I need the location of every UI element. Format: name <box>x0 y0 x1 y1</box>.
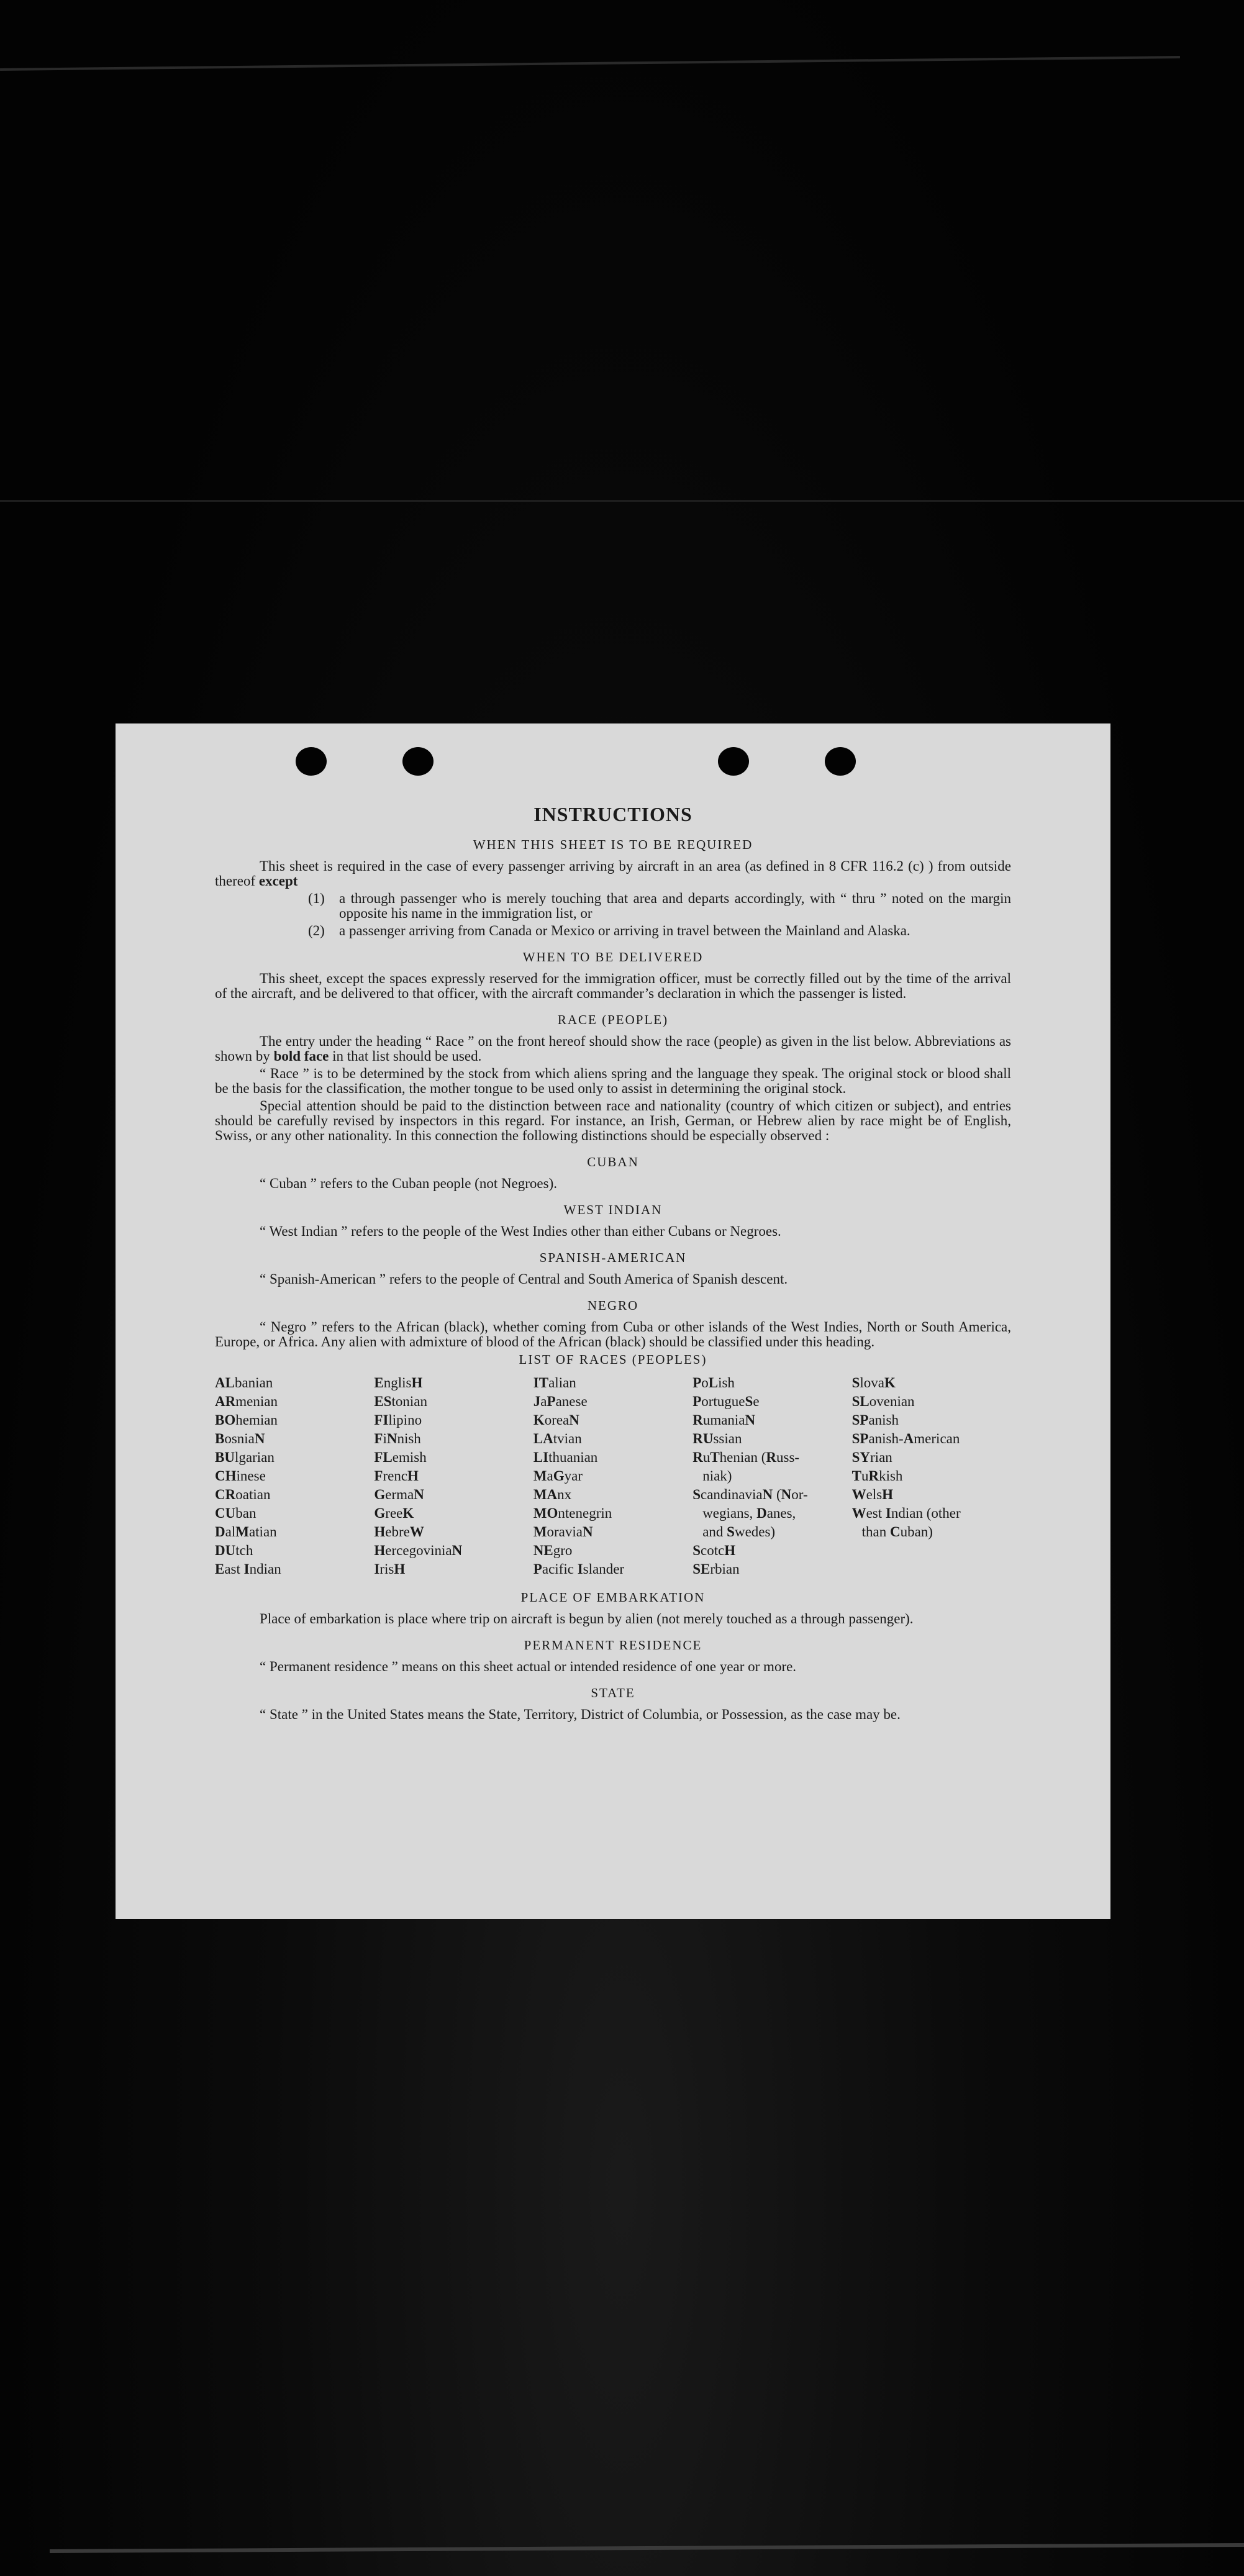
race-entry: ALbanian <box>215 1375 273 1390</box>
race-entry: GermaN <box>374 1487 424 1502</box>
list-item: (2) a passenger arriving from Canada or Mexico or arriving in travel between the Mainland and Alaska. <box>308 923 910 938</box>
race-entry: RumaniaN <box>692 1412 756 1428</box>
race-entry: DalMatian <box>215 1524 277 1540</box>
punch-hole-icon <box>718 747 749 776</box>
race-entry: EnglisH <box>374 1375 423 1390</box>
race-entry: ARmenian <box>215 1394 278 1409</box>
race-entry: KoreaN <box>533 1412 579 1428</box>
race-entry: DUtch <box>215 1543 253 1558</box>
race-entry: FiNnish <box>374 1431 421 1446</box>
paragraph: “ Spanish-American ” refers to the people of Central and South America of Spanish descent. <box>260 1271 788 1287</box>
race-entry: BOhemian <box>215 1412 278 1428</box>
race-entry: CHinese <box>215 1468 266 1484</box>
race-entry: IrisH <box>374 1561 406 1577</box>
section-heading: PERMANENT RESIDENCE <box>524 1638 702 1653</box>
race-entry: MAnx <box>533 1487 572 1502</box>
race-entry: LAtvian <box>533 1431 582 1446</box>
paragraph: This sheet is required in the case of every passenger arriving by aircraft in an area (as defined in 8 CFR 116.2 (c) ) from outside thereof except <box>215 858 1011 889</box>
race-entry: CRoatian <box>215 1487 271 1502</box>
race-entry: wegians, Danes, <box>702 1505 796 1521</box>
races-column <box>692 1374 851 1579</box>
races-column <box>533 1374 692 1579</box>
paragraph: “ State ” in the United States means the State, Territory, District of Columbia, or Possession, as the case may be. <box>260 1707 901 1722</box>
race-entry: SPanish-American <box>851 1431 960 1446</box>
paragraph: Special attention should be paid to the distinction between race and nationality (country of which citizen or subject), and entries should be carefully revised by inspectors in this regard. For instance, an Irish, German, or Hebrew alien by race might be of English, Swiss, or any other nationality. In this connection the following distinctions should be especially observed : <box>215 1098 1011 1143</box>
race-entry: SLovenian <box>851 1394 915 1409</box>
list-item: (1) a through passenger who is merely touching that area and departs accordingly, with “ thru ” noted on the margin opposite his name in the immigration list, or <box>308 891 1011 921</box>
race-entry: West Indian (other <box>851 1505 961 1521</box>
race-entry: MaGyar <box>533 1468 583 1484</box>
scan-edge-line <box>0 500 1244 502</box>
race-entry: SlovaK <box>851 1375 896 1390</box>
race-entry: PortugueSe <box>692 1394 760 1409</box>
races-column <box>374 1374 533 1579</box>
race-entry: JaPanese <box>533 1394 588 1409</box>
race-entry: GreeK <box>374 1505 414 1521</box>
race-entry: SErbian <box>692 1561 740 1577</box>
race-entry: ScotcH <box>692 1543 736 1558</box>
race-entry: HercegoviniaN <box>374 1543 463 1558</box>
race-entry: BosniaN <box>215 1431 265 1446</box>
punch-hole-icon <box>825 747 856 776</box>
section-heading: WHEN TO BE DELIVERED <box>522 950 704 964</box>
paragraph: “ West Indian ” refers to the people of the West Indies other than either Cubans or Negroes. <box>260 1223 781 1239</box>
race-entry: BUlgarian <box>215 1449 275 1465</box>
race-entry: RUssian <box>692 1431 742 1446</box>
section-heading: STATE <box>591 1685 635 1700</box>
paragraph: This sheet, except the spaces expressly reserved for the immigration officer, must be correctly filled out by the time of the arrival of the aircraft, and be delivered to that officer, with the aircraft commander’s declaration in which the passenger is listed. <box>215 971 1011 1001</box>
race-entry: niak) <box>702 1468 732 1484</box>
race-entry: EStonian <box>374 1394 428 1409</box>
paragraph: Place of embarkation is place where trip on aircraft is begun by alien (not merely touched as a through passenger). <box>260 1611 914 1626</box>
race-entry: ITalian <box>533 1375 576 1390</box>
paragraph: “ Permanent residence ” means on this sheet actual or intended residence of one year or more. <box>260 1659 797 1674</box>
instruction-sheet <box>116 723 1110 1919</box>
race-entry: and Swedes) <box>702 1524 776 1540</box>
race-entry: MOntenegrin <box>533 1505 612 1521</box>
race-entry: FLemish <box>374 1449 427 1465</box>
race-entry: NEgro <box>533 1543 573 1558</box>
page-title: INSTRUCTIONS <box>533 803 692 825</box>
section-heading: CUBAN <box>587 1154 639 1169</box>
section-heading: LIST OF RACES (PEOPLES) <box>519 1352 707 1367</box>
paragraph: “ Race ” is to be determined by the stock from which aliens spring and the language they speak. The original stock or blood shall be the basis for the classification, the mother tongue to be used only to assist in determining the original stock. <box>215 1066 1011 1096</box>
races-list <box>215 1374 1011 1579</box>
race-entry: CUban <box>215 1505 257 1521</box>
paragraph: “ Negro ” refers to the African (black), whether coming from Cuba or other islands of the West Indies, North or South America, Europe, or Africa. Any alien with admixture of blood of the African (black) should be classified under this heading. <box>215 1319 1011 1349</box>
race-entry: than Cuban) <box>861 1524 933 1540</box>
section-heading: NEGRO <box>587 1298 639 1313</box>
race-entry: East Indian <box>215 1561 281 1577</box>
race-entry: FrencH <box>374 1468 419 1484</box>
paragraph: “ Cuban ” refers to the Cuban people (not Negroes). <box>260 1176 558 1191</box>
race-entry: WelsH <box>851 1487 894 1502</box>
race-entry: RuThenian (Russ- <box>692 1449 800 1465</box>
race-entry: PoLish <box>692 1375 735 1390</box>
section-heading: SPANISH-AMERICAN <box>539 1250 687 1265</box>
race-entry: MoraviaN <box>533 1524 593 1540</box>
race-entry: FIlipino <box>374 1412 422 1428</box>
section-heading: WHEN THIS SHEET IS TO BE REQUIRED <box>473 837 753 852</box>
race-entry: SPanish <box>851 1412 899 1428</box>
race-entry: TuRkish <box>851 1468 903 1484</box>
section-heading: WEST INDIAN <box>563 1202 663 1217</box>
punch-hole-icon <box>296 747 327 776</box>
race-entry: SYrian <box>851 1449 892 1465</box>
race-entry: Pacific Islander <box>533 1561 625 1577</box>
races-column <box>215 1374 374 1579</box>
section-heading: RACE (PEOPLE) <box>557 1012 669 1027</box>
section-heading: PLACE OF EMBARKATION <box>520 1590 706 1605</box>
punch-hole-icon <box>402 747 434 776</box>
paragraph: The entry under the heading “ Race ” on the front hereof should show the race (people) as given in the list below. Abbreviations as shown by bold face in that list should be used. <box>215 1033 1011 1064</box>
races-column <box>852 1374 1011 1579</box>
race-entry: LIthuanian <box>533 1449 598 1465</box>
race-entry: ScandinaviaN (Nor- <box>692 1487 808 1502</box>
race-entry: HebreW <box>374 1524 424 1540</box>
